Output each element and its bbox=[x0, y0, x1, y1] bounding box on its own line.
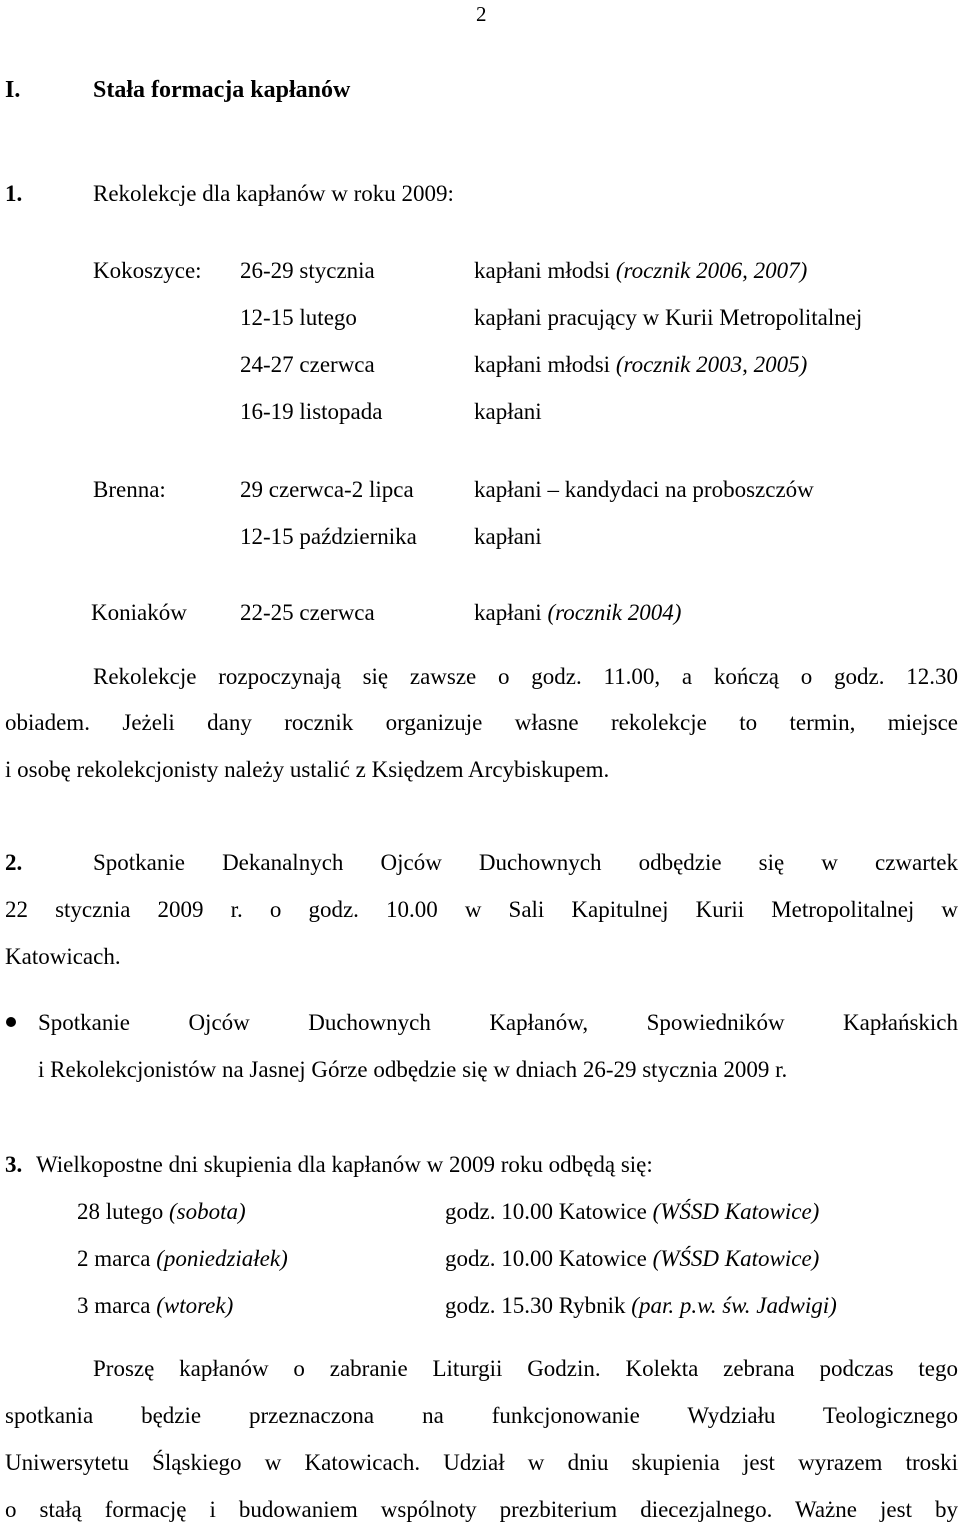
day-date bbox=[77, 1247, 288, 1270]
weekday-label: (wtorek) bbox=[156, 1293, 234, 1318]
group-label: kapłani bbox=[474, 600, 542, 625]
retreat-info-line: obiadem. Jeżeli dany rocznik organizuje własne rekolekcje to termin, miejsce bbox=[5, 710, 958, 735]
item1-title: Rekolekcje dla kapłanów w roku 2009: bbox=[93, 181, 454, 206]
closing-line: o stałą formację i budowaniem wspólnoty prezbiterium diecezjalnego. Ważne jest by bbox=[5, 1497, 958, 1522]
retreat-date: 29 czerwca-2 lipca bbox=[240, 477, 414, 502]
retreat-group bbox=[474, 601, 681, 624]
retreat-date: 12-15 lutego bbox=[240, 305, 357, 330]
place-label: Koniaków bbox=[91, 600, 187, 625]
place-label: (WŚSD Katowice) bbox=[652, 1199, 820, 1224]
day-date bbox=[77, 1294, 233, 1317]
day-time-place bbox=[445, 1294, 837, 1317]
item3-number: 3. bbox=[5, 1152, 23, 1177]
date-label: 3 marca bbox=[77, 1293, 151, 1318]
group-label: kapłani młodsi bbox=[474, 352, 611, 377]
retreat-group: kapłani bbox=[474, 399, 542, 424]
group-note: (rocznik 2004) bbox=[547, 600, 682, 625]
closing-line: Uniwersytetu Śląskiego w Katowicach. Udział w dniu skupienia jest wyrazem troski bbox=[5, 1450, 958, 1475]
day-time-place bbox=[445, 1200, 819, 1223]
section-title: Stała formacja kapłanów bbox=[93, 77, 351, 103]
group-label: kapłani młodsi bbox=[474, 258, 611, 283]
retreat-group bbox=[474, 353, 807, 376]
date-label: 28 lutego bbox=[77, 1199, 164, 1224]
weekday-label: (poniedziałek) bbox=[156, 1246, 288, 1271]
group-note: (rocznik 2006, 2007) bbox=[615, 258, 808, 283]
day-time-place bbox=[445, 1247, 819, 1270]
time-label: godz. 10.00 Katowice bbox=[445, 1246, 647, 1271]
place-label: Brenna: bbox=[93, 477, 166, 502]
place-label: (par. p.w. św. Jadwigi) bbox=[631, 1293, 837, 1318]
meeting-line: 22 stycznia 2009 r. o godz. 10.00 w Sali Kapitulnej Kurii Metropolitalnej w bbox=[5, 897, 958, 922]
day-date bbox=[77, 1200, 246, 1223]
meeting-line: Katowicach. bbox=[5, 944, 121, 969]
place-label: Kokoszyce: bbox=[93, 258, 202, 283]
closing-line: Proszę kapłanów o zabranie Liturgii Godzin. Kolekta zebrana podczas tego bbox=[93, 1356, 958, 1381]
bullet-line: i Rekolekcjonistów na Jasnej Górze odbędzie się w dniach 26-29 stycznia 2009 r. bbox=[38, 1057, 788, 1082]
group-note: (rocznik 2003, 2005) bbox=[615, 352, 808, 377]
place-label: (WŚSD Katowice) bbox=[652, 1246, 820, 1271]
retreat-group bbox=[474, 259, 807, 282]
retreat-date: 24-27 czerwca bbox=[240, 352, 375, 377]
retreat-group: kapłani pracujący w Kurii Metropolitalnej bbox=[474, 305, 863, 330]
time-label: godz. 10.00 Katowice bbox=[445, 1199, 647, 1224]
closing-line: spotkania będzie przeznaczona na funkcjonowanie Wydziału Teologicznego bbox=[5, 1403, 958, 1428]
retreat-date: 16-19 listopada bbox=[240, 399, 383, 424]
section-number: I. bbox=[5, 77, 21, 103]
item2-number: 2. bbox=[5, 850, 23, 875]
bullet-line: Spotkanie Ojców Duchownych Kapłanów, Spowiedników Kapłańskich bbox=[38, 1010, 958, 1035]
time-label: godz. 15.30 Rybnik bbox=[445, 1293, 626, 1318]
retreat-group: kapłani – kandydaci na proboszczów bbox=[474, 477, 814, 502]
date-label: 2 marca bbox=[77, 1246, 151, 1271]
bullet-icon bbox=[6, 1017, 16, 1027]
page-number: 2 bbox=[476, 2, 487, 26]
retreat-group: kapłani bbox=[474, 524, 542, 549]
weekday-label: (sobota) bbox=[169, 1199, 246, 1224]
retreat-date: 12-15 października bbox=[240, 524, 417, 549]
item1-number: 1. bbox=[5, 181, 23, 206]
meeting-line: Spotkanie Dekanalnych Ojców Duchownych odbędzie się w czwartek bbox=[93, 850, 958, 875]
retreat-date: 26-29 stycznia bbox=[240, 258, 375, 283]
retreat-info-line: i osobę rekolekcjonisty należy ustalić z Księdzem Arcybiskupem. bbox=[5, 757, 610, 782]
retreat-date: 22-25 czerwca bbox=[240, 600, 375, 625]
retreat-info-line: Rekolekcje rozpoczynają się zawsze o godz. 11.00, a kończą o godz. 12.30 bbox=[93, 664, 958, 689]
item3-title: Wielkopostne dni skupienia dla kapłanów w 2009 roku odbędą się: bbox=[36, 1152, 653, 1177]
